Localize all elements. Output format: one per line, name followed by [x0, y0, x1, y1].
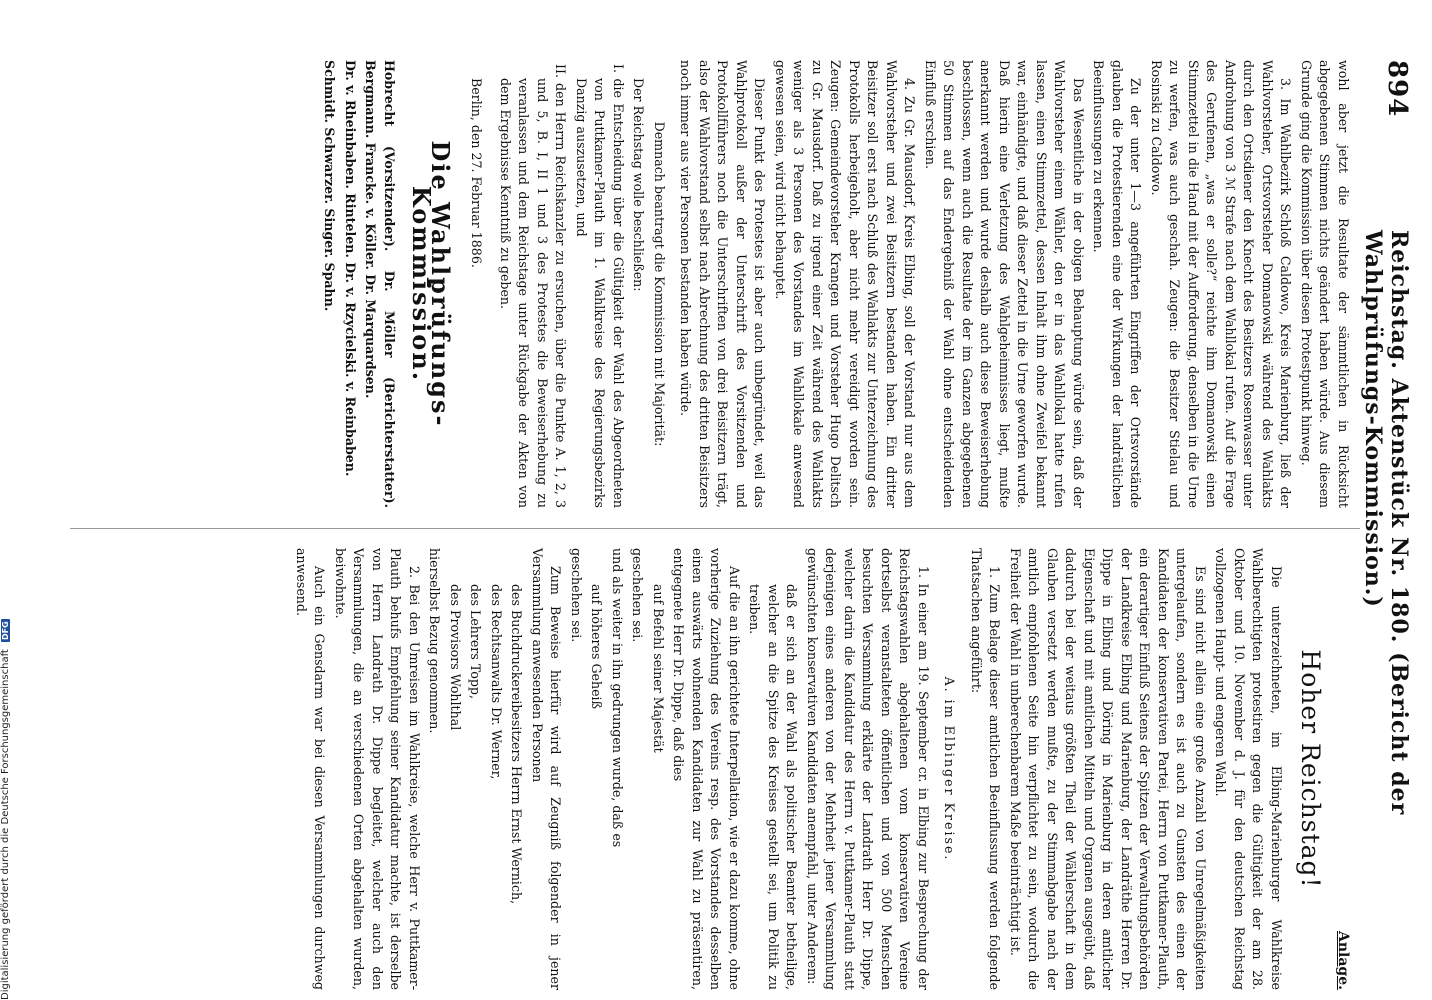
quote: auf Befehl seiner Majestät [651, 584, 666, 753]
paragraph: wohl aber jetzt die Resultate der sämmtlichen in Rücksicht abgegebenen Stimmen nichts geändert haben würde. Aus diesem Grunde ging die Kommission über diesen Protestpunkt hinweg. [1299, 60, 1351, 508]
witness: des Rechtsanwalts Dr. Werner, [489, 584, 504, 780]
quote: daß er sich an der Wahl als politischer Beamter betheilige, welcher an die Spitze des Kreises gestellt sei, um Politik zu treiben. [747, 584, 800, 990]
digitization-text: Digitalisierung gefördert durch die Deutsche Forschungsgemeinschaft [0, 649, 11, 1000]
page-number: 894 [1382, 60, 1412, 118]
quote: auf höheres Geheiß [589, 584, 605, 709]
salutation: Hoher Reichstag! [1296, 649, 1326, 889]
paragraph: Auch ein Gensdarm war bei diesen Versammlungen durchweg anwesend. [294, 548, 328, 990]
section-heading: A. im Elbinger Kreise. [942, 676, 958, 862]
right-column [290, 548, 1353, 990]
appendix-label: Anlage. [1335, 930, 1351, 990]
running-title: Reichstag. Aktenstück Nr. 180. (Bericht der Wahlprüfungs-Kommission.) [1360, 230, 1412, 816]
motion-resolve: Der Reichstag wolle beschließen: [631, 78, 647, 292]
paragraph: Zu der unter 1—3 angeführten Eingriffen der Ortsvorstände glauben die Protestierenden eine der Wirkungen der landrätlichen Beeinflussungen zu erkennen. [1091, 60, 1144, 508]
signatures-line-1: Hobrecht (Vorsitzender). Dr. Möller (Berichterstatter). Bergmann. Francke. v. Köller. Dr. Marquardsen. [363, 60, 397, 508]
witness: des Lehrers Topp, [468, 584, 484, 699]
paragraph: 4. Zu Gr. Mausdorf, Kreis Elbing, soll der Vorstand nur aus dem Wahlvorsteher und zwei Beisitzern bestanden haben. Ein dritter Beisitzer soll erst nach Schluß des Wahlakts zur Unterzeichnung des Protokolls herbeigeholt, aber nicht mehr vereidigt worden sein. Zeugen: Gemeindevorsteher Krangen und Vorsteher Hugo Delitsch zu Gr. Mausdorf. Daß zu irgend einer Zeit während des Wahlakts weniger als 3 Personen des Vorstandes im Wahllokale anwesend gewesen seien, wird nicht behauptet. [773, 60, 918, 508]
witness: des Provisors Wohlthal [448, 584, 463, 731]
paragraph: geschehen sei. [630, 548, 646, 643]
paragraph: 1. In einer am 19. September cr. in Elbing zur Besprechung der Reichstagswahlen abgehaltenen vom konservativen Vereine dortselbst veranstalteten öffentlichen und von 500 Menschen besuchten Versammlung erklärte der Landrath Herr Dr. Dippe, welcher darin die Kandidatur des Herrn v. Puttkamer-Plauth statt derjenigen eines anderen von der Mehrheit jener Versammlung gewünschten konservativen Kandidaten anempfahl, unter Anderem: [805, 548, 931, 990]
paragraph: geschehen sei. [569, 548, 584, 643]
motion-item-2: II. den Herrn Reichskanzler zu ersuchen, über die Punkte A. 1, 2, 3 und 5, B. I, II 1 und 3 des Protestes die Beweiserhebung zu veranlassen und dem Reichstage unter Rückgabe der Akten von dem Ergebnisse Kenntniß zu geben. [498, 64, 569, 508]
paragraph: Dieser Punkt des Protestes ist aber auch unbegründet, weil das Wahlprotokoll außer der Unterschrift des Vorsitzenden und Protokollführers noch die Unterschriften von drei Beisitzern trägt, also der Wahlvorstand selbst nach Abrechnung des dritten Beisitzers noch immer aus vier Personen bestanden haben würde. [678, 60, 768, 508]
signatures-line-3: Schmidt. Schwarzer. Singer. Spahn. [322, 60, 338, 312]
commission-title: Die Wahlprüfungs-Kommission. [407, 140, 455, 428]
digitization-credit [0, 580, 14, 1000]
paragraph: Das Wesentliche in der obigen Behauptung würde sein, daß der Wahlvorsteher einem Wähler, den er in das Wahllokal hatte rufen lassen, einen Stimmzettel, dessen Inhalt ihm ohne Zweifel bekannt war, einhändigte, und daß dieser Zettel in die Urne geworfen wurde. Daß hierin eine Verletzung des Wahlgeheimnisses liegt, mußte anerkannt werden und wurde deshalb auch diese Beweiserhebung beschlossen, wenn auch die Resultate der im Ganzen abgegebenen 50 Stimmen auf das Endergebniß der Wahl ohne entscheidenden Einfluß erschien. [923, 60, 1086, 508]
dfg-logo-icon: DFG [1, 621, 10, 640]
paragraph: 3. Im Wahlbezirk Schloß Caldowo, Kreis Marienburg, ließ der Wahlvorsteher, Ortsvorsteher Domanowski während des Wahlakts durch den Ortsdiener den Knecht des Besitzers Rosenwasser unter Androhung von 3 ℳ Strafe nach dem Wahllokal rufen. Auf die Frage des Gerufenen, „was er solle?“ reichte ihm Domanowski einen Stimmzettel in die Hand mit der Aufforderung, denselben in die Urne zu werfen, was auch geschah. Zeugen: die Besitzer Stielau und Rosinski zu Caldowo. [1149, 60, 1294, 508]
paragraph: Auf die an ihn gerichtete Interpellation, wie er dazu komme, ohne vorherige Zuziehung des Vereins resp. des Vorstandes desselben einen auswärts wohnenden Kandidaten zur Wahl zu präsentiren, entgegnete Herr Dr. Dippe, daß dies [671, 548, 742, 990]
signatures-line-2: Dr. v. Rheinbaben. Rintelen. Dr. v. Rzycielski. v. Reinbaben. [343, 60, 358, 477]
paragraph: Zum Beweise hierfür wird auf Zeugniß folgender in jener Versammlung anwesenden Personen [530, 548, 564, 990]
witness: des Buchdruckereibesitzers Herrn Ernst Wernich, [509, 584, 525, 905]
paragraph: Es sind nicht allein eine große Anzahl von Unregelmäßigkeiten untergelaufen, sondern es ist auch zu Gunsten des einen der Kandidaten der konservativen Partei, Herrn von Puttkamer-Plauth, ein derartiger Einfluß Seitens der Spitzen der Verwaltungsbehörden der Landkreise Elbing und Marienburg, der Landräthe Herren Dr. Dippe in Elbing und Döring in Marienburg in deren amtlicher Eigenschaft und mit amtlichen Mitteln und Organen ausgeübt, daß dadurch bei der weitaus größten Theil der Wählerschaft in dem Glauben versetzt werden mußte, zu der Stimmabgabe nach der amtlich empfohlenen Seite hin verpflichtet zu sein, wodurch die Freiheit der Wahl in unberechenbarem Maße beeinträchtigt ist. [1008, 548, 1208, 990]
column-divider [70, 528, 1360, 529]
motion-item-1: I. die Entscheidung über die Gültigkeit der Wahl des Abgeordneten von Puttkamer-Plauth im 1. Wahlkreise des Regierungsbezirks Danzig auszusetzen, und [574, 64, 626, 508]
date-line: Berlin, den 27. Februar 1886. [469, 78, 485, 268]
motion-intro: Demnach beantragt die Kommission mit Majorität: [652, 121, 667, 447]
paragraph: 1. Zum Belage dieser amtlichen Beeinflussung werden folgende Thatsachen angeführt: [969, 548, 1003, 990]
left-column [318, 60, 1352, 508]
paragraph: hierselbst Bezug genommen. [427, 548, 443, 734]
paragraph: und als weiter in ihn gedrungen wurde, daß es [610, 548, 625, 848]
paragraph: 2. Bei den Umreisen im Wahlkreise, welche Herr v. Puttkamer-Plauth behufs Empfehlung seiner Kandidatur machte, ist derselbe von Herrn Landrath Dr. Dippe begleitet, welcher auch den Versammlungen, die an verschiedenen Orten abgehalten wurden, beiwohnte. [333, 548, 422, 990]
paragraph: Die unterzeichneten, im Elbing-Marienburger Wahlkreise Wahlberechtigten protestiren gegen die Gültigkeit der am 28. Oktober und 10. November d. J. für den deutschen Reichstag vollzogenen Haupt- und engeren Wahl. [1213, 548, 1284, 990]
